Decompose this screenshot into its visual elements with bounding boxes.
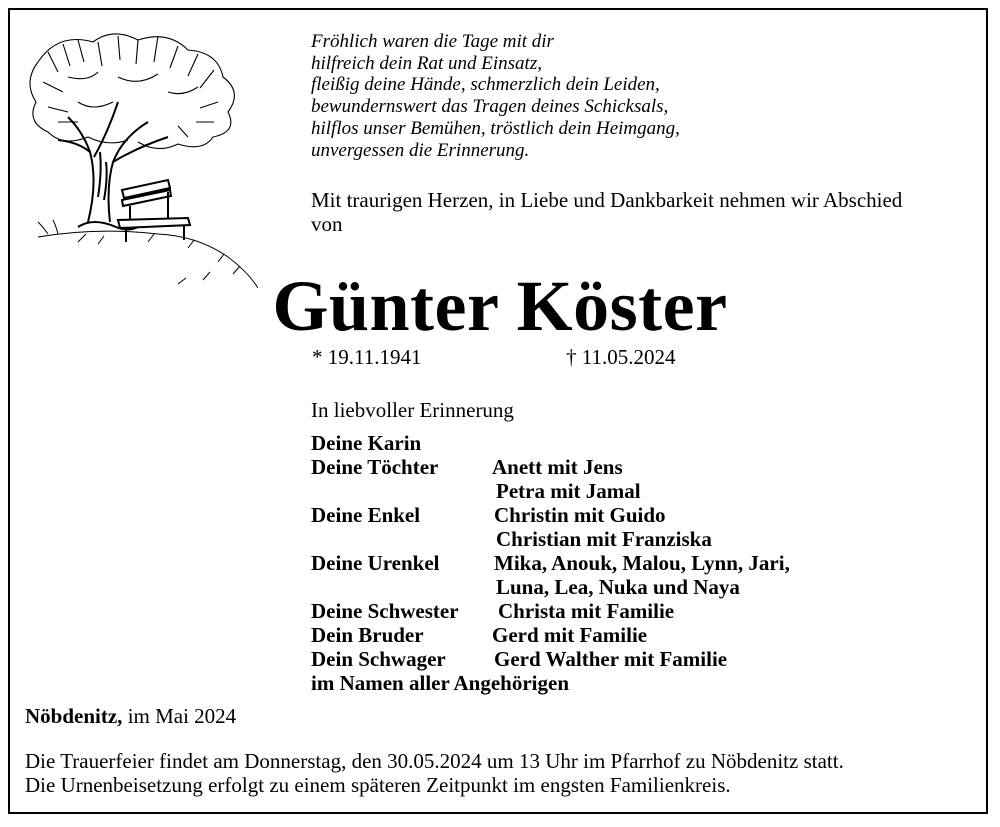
death-date: † 11.05.2024 <box>566 345 676 369</box>
poem-line: fleißig deine Hände, schmerzlich dein Leiden, <box>311 74 660 96</box>
poem-line: unvergessen die Erinnerung. <box>311 139 530 161</box>
deceased-name: Günter Köster <box>272 266 728 346</box>
memorial-poem <box>311 31 680 161</box>
place-town: Nöbdenitz, <box>25 704 123 728</box>
place-and-date <box>25 704 236 729</box>
family-label-grandchildren: Deine Enkel <box>311 503 421 527</box>
family-label-sister: Deine Schwester <box>311 599 459 623</box>
poem-line: Fröhlich waren die Tage mit dir <box>311 31 554 52</box>
family-label-great-grandchildren: Deine Urenkel <box>311 551 440 575</box>
family-daughters-2: Petra mit Jamal <box>496 479 641 503</box>
family-label-brother-in-law: Dein Schwager <box>311 647 446 671</box>
family-sister: Christa mit Familie <box>498 599 675 623</box>
family-grandchildren-2: Christian mit Franziska <box>496 527 712 551</box>
family-brother: Gerd mit Familie <box>492 623 648 647</box>
tree-with-bench-illustration <box>18 22 258 290</box>
place-date: im Mai 2024 <box>127 704 237 728</box>
family-label-daughters: Deine Töchter <box>311 455 439 479</box>
poem-line: bewundernswert das Tragen deines Schicksals, <box>311 96 669 118</box>
note-line: Die Urnenbeisetzung erfolgt zu einem späteren Zeitpunkt im engsten Familienkreis. <box>25 773 731 797</box>
memory-line: In liebvoller Erinnerung <box>311 398 514 422</box>
family-grandchildren-1: Christin mit Guido <box>494 503 666 527</box>
farewell-intro: Mit traurigen Herzen, in Liebe und Dankbarkeit nehmen wir Abschied von <box>311 188 903 236</box>
family-great-grandchildren-2: Luna, Lea, Nuka und Naya <box>496 575 740 599</box>
birth-date: * 19.11.1941 <box>312 345 422 369</box>
note-line: Die Trauerfeier findet am Donnerstag, den 30.05.2024 um 13 Uhr im Pfarrhof zu Nöbdenitz statt. <box>25 749 844 773</box>
family-great-grandchildren-1: Mika, Anouk, Malou, Lynn, Jari, <box>494 551 790 575</box>
family-brother-in-law: Gerd Walther mit Familie <box>494 647 728 671</box>
family-closing: im Namen aller Angehörigen <box>311 671 570 695</box>
family-karin: Deine Karin <box>311 431 422 455</box>
ceremony-notes <box>25 749 844 797</box>
family-daughters-1: Anett mit Jens <box>492 455 623 479</box>
poem-line: hilfreich dein Rat und Einsatz, <box>311 52 542 74</box>
poem-line: hilflos unser Bemühen, tröstlich dein Heimgang, <box>311 117 680 139</box>
family-label-brother: Dein Bruder <box>311 623 424 647</box>
